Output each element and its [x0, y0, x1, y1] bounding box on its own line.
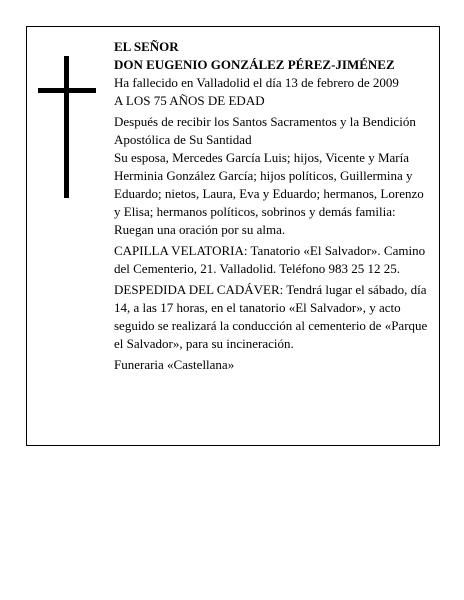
funeral-home-line: Funeraria «Castellana»	[114, 357, 235, 372]
sacraments-paragraph: Después de recibir los Santos Sacramentos y la Bendición Apostólica de Su Santidad	[114, 114, 416, 147]
obituary-title: EL SEÑOR	[114, 39, 179, 54]
cross-horizontal-bar	[38, 88, 96, 93]
cross-icon	[38, 56, 96, 198]
deceased-name: DON EUGENIO GONZÁLEZ PÉREZ-JIMÉNEZ	[114, 57, 395, 72]
chapel-paragraph: CAPILLA VELATORIA: Tanatorio «El Salvador». Camino del Cementerio, 21. Valladolid. Teléfono 983 25 12 25.	[114, 243, 426, 276]
obituary-text	[114, 38, 432, 374]
death-date-line: Ha fallecido en Valladolid el día 13 de febrero de 2009	[114, 75, 399, 90]
cross-vertical-bar	[64, 56, 69, 198]
farewell-paragraph: DESPEDIDA DEL CADÁVER: Tendrá lugar el sábado, día 14, a las 17 horas, en el tanatorio «El Salvador», y acto seguido se realizará la conducción al cementerio de «Parque el Salvador», para su incineración.	[114, 282, 428, 351]
age-line: A LOS 75 AÑOS DE EDAD	[114, 93, 265, 108]
obituary-notice	[26, 26, 440, 446]
family-paragraph: Su esposa, Mercedes García Luis; hijos, Vicente y María Herminia González García; hijos políticos, Guillermina y Eduardo; nietos, Laura, Eva y Eduardo; hermanos, Lorenzo y Elisa; hermanos políticos, sobrinos y demás familia:	[114, 150, 424, 219]
prayer-line: Ruegan una oración por su alma.	[114, 222, 286, 237]
